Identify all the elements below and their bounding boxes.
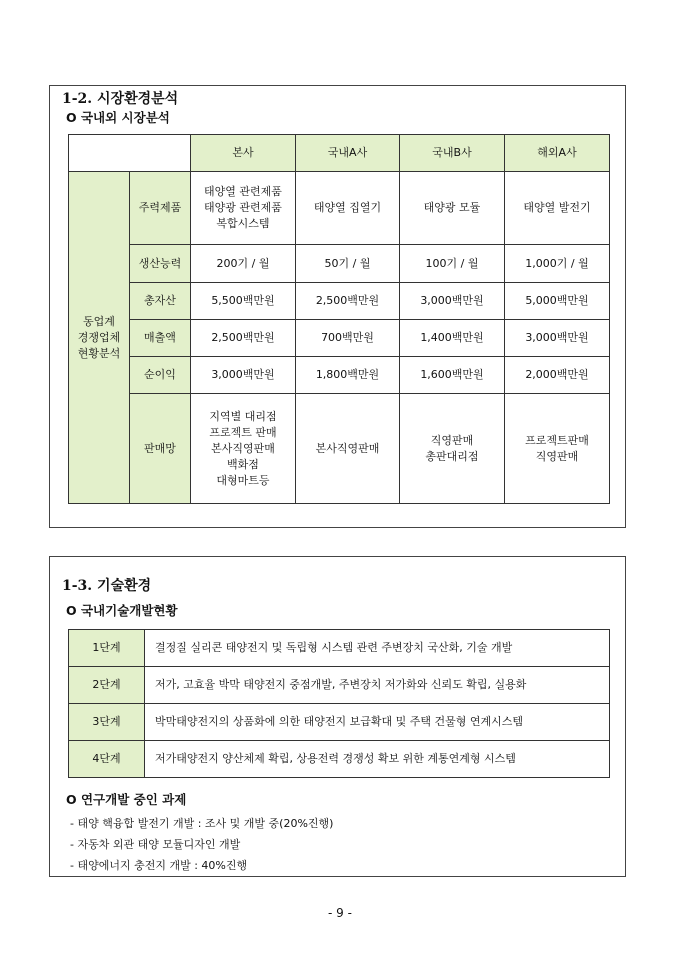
row-label: 총자산 bbox=[130, 283, 191, 320]
table-cell: 5,000백만원 bbox=[505, 283, 610, 320]
table-header-row bbox=[69, 135, 610, 172]
rd-list-item: - 태양 핵융합 발전기 개발 : 조사 및 개발 중(20%진행) bbox=[70, 817, 334, 830]
table-cell: 지역별 대리점 프로젝트 판매 본사직영판매 백화점 대형마트등 bbox=[191, 394, 296, 504]
table-row bbox=[69, 357, 610, 394]
market-section-title: 1-2. 시장환경분석 bbox=[62, 91, 179, 107]
stage-row bbox=[69, 741, 610, 778]
table-cell: 2,500백만원 bbox=[191, 320, 296, 357]
row-label: 주력제품 bbox=[130, 172, 191, 245]
table-cell: 1,400백만원 bbox=[400, 320, 505, 357]
stage-description: 결정질 실리콘 태양전지 및 독립형 시스템 관련 주변장치 국산화, 기술 개발 bbox=[145, 630, 610, 667]
table-cell: 2,000백만원 bbox=[505, 357, 610, 394]
rd-title: O 연구개발 중인 과제 bbox=[66, 792, 187, 807]
stage-row bbox=[69, 704, 610, 741]
table-cell: 태양광 모듈 bbox=[400, 172, 505, 245]
table-cell: 1,800백만원 bbox=[296, 357, 400, 394]
tech-section-subtitle: O 국내기술개발현황 bbox=[66, 603, 178, 618]
table-cell: 100기 / 월 bbox=[400, 245, 505, 283]
row-label: 판매망 bbox=[130, 394, 191, 504]
table-cell: 태양열 집열기 bbox=[296, 172, 400, 245]
market-section-subtitle: O 국내외 시장분석 bbox=[66, 110, 170, 125]
table-cell: 50기 / 월 bbox=[296, 245, 400, 283]
table-cell: 3,000백만원 bbox=[505, 320, 610, 357]
table-cell: 5,500백만원 bbox=[191, 283, 296, 320]
stage-label: 4단계 bbox=[69, 741, 145, 778]
row-label: 순이익 bbox=[130, 357, 191, 394]
table-cell: 1,600백만원 bbox=[400, 357, 505, 394]
row-label: 매출액 bbox=[130, 320, 191, 357]
table-cell: 1,000기 / 월 bbox=[505, 245, 610, 283]
table-cell: 태양열 관련제품 태양광 관련제품 복합시스템 bbox=[191, 172, 296, 245]
table-cell: 태양열 발전기 bbox=[505, 172, 610, 245]
tech-stages-table bbox=[68, 629, 610, 778]
table-cell: 본사직영판매 bbox=[296, 394, 400, 504]
table-row bbox=[69, 320, 610, 357]
table-cell: 3,000백만원 bbox=[191, 357, 296, 394]
market-analysis-table bbox=[68, 134, 610, 504]
company-header: 국내B사 bbox=[400, 135, 505, 172]
stage-description: 저가태양전지 양산체제 확립, 상용전력 경쟁성 확보 위한 계통연계형 시스템 bbox=[145, 741, 610, 778]
stage-row bbox=[69, 667, 610, 704]
table-row bbox=[69, 245, 610, 283]
stage-label: 1단계 bbox=[69, 630, 145, 667]
page-number: - 9 - bbox=[328, 906, 352, 920]
stage-description: 저가, 고효율 박막 태양전지 중점개발, 주변장치 저가화와 신뢰도 확립, 실용화 bbox=[145, 667, 610, 704]
table-cell: 700백만원 bbox=[296, 320, 400, 357]
table-row bbox=[69, 172, 610, 245]
rd-list-item: - 자동차 외관 태양 모듈디자인 개발 bbox=[70, 838, 241, 851]
company-header: 본사 bbox=[191, 135, 296, 172]
table-cell: 3,000백만원 bbox=[400, 283, 505, 320]
stage-label: 2단계 bbox=[69, 667, 145, 704]
stage-label: 3단계 bbox=[69, 704, 145, 741]
table-corner-cell bbox=[69, 135, 191, 172]
table-row bbox=[69, 283, 610, 320]
company-header: 해외A사 bbox=[505, 135, 610, 172]
table-cell: 2,500백만원 bbox=[296, 283, 400, 320]
group-label: 동업계 경쟁업체 현황분석 bbox=[69, 172, 130, 504]
stage-description: 박막태양전지의 상품화에 의한 태양전지 보급확대 및 주택 건물형 연계시스템 bbox=[145, 704, 610, 741]
row-label: 생산능력 bbox=[130, 245, 191, 283]
tech-section-title: 1-3. 기술환경 bbox=[62, 578, 152, 594]
rd-list-item: - 태양에너지 충전지 개발 : 40%진행 bbox=[70, 859, 248, 872]
stage-row bbox=[69, 630, 610, 667]
table-cell: 프로젝트판매 직영판매 bbox=[505, 394, 610, 504]
company-header: 국내A사 bbox=[296, 135, 400, 172]
table-cell: 200기 / 월 bbox=[191, 245, 296, 283]
table-cell: 직영판매 총판대리점 bbox=[400, 394, 505, 504]
table-row bbox=[69, 394, 610, 504]
